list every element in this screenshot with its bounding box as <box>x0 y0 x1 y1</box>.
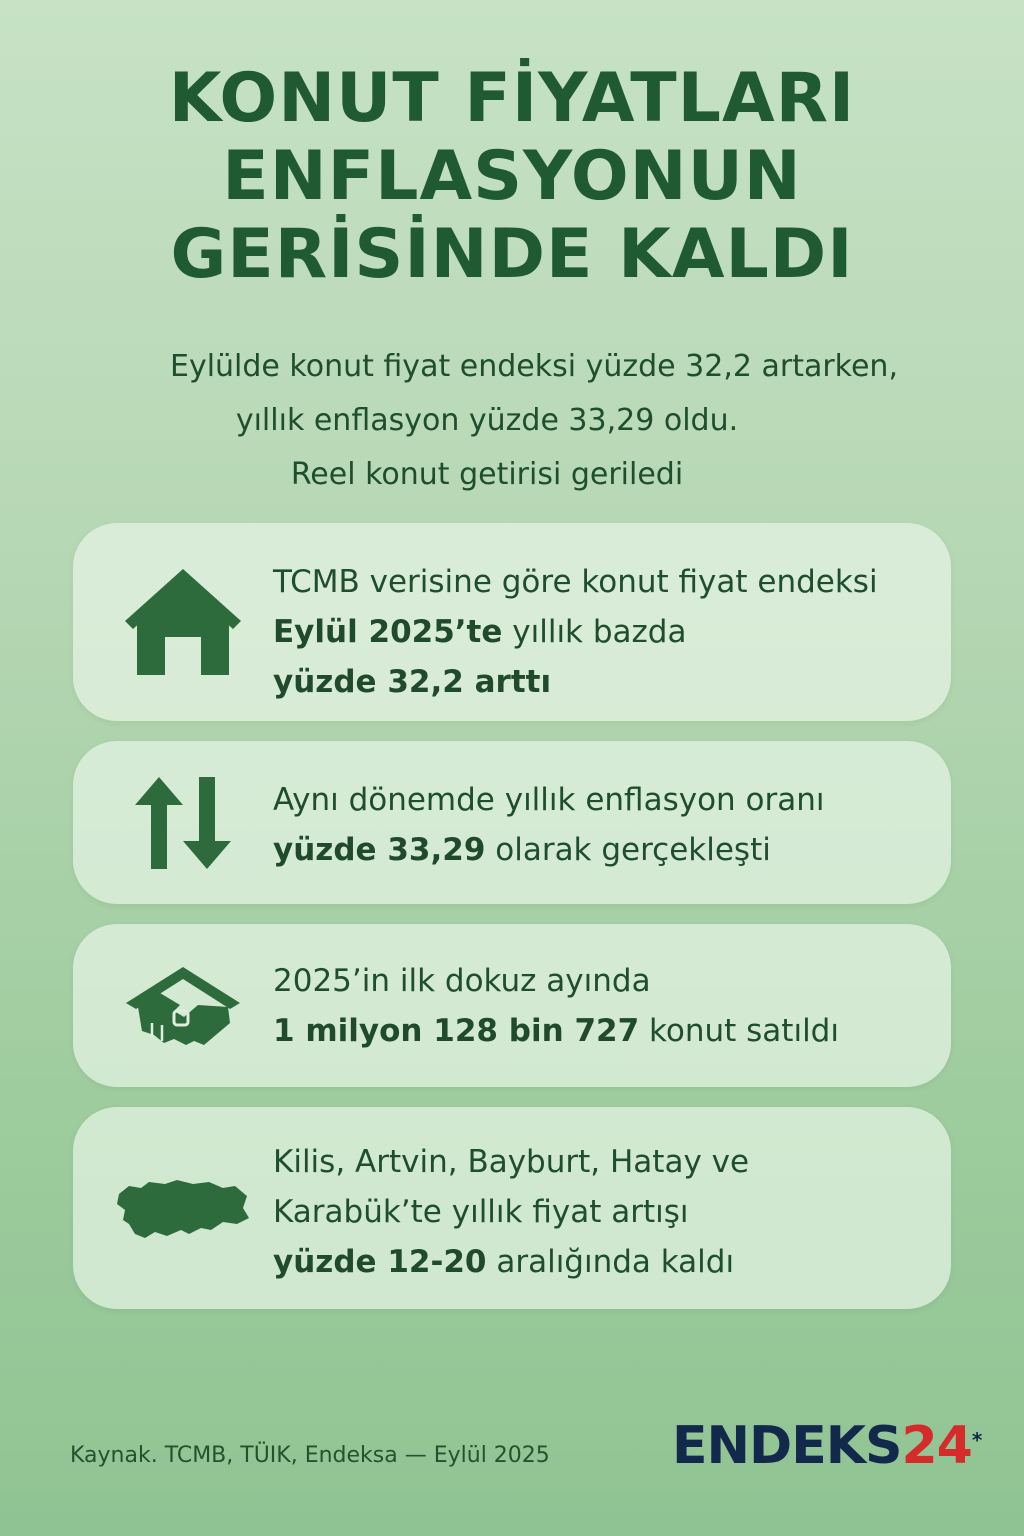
info-card-provinces <box>73 1107 951 1309</box>
card-line: Karabük’te yıllık fiyat artışı <box>273 1194 689 1230</box>
title-line-2: ENFLASYONUN <box>222 137 802 216</box>
up-down-arrows-icon <box>113 761 253 885</box>
info-card-inflation <box>73 741 951 904</box>
info-card-house-price <box>73 523 951 721</box>
card-text <box>273 956 931 1056</box>
title-line-3: GERİSİNDE KALDI <box>170 215 854 294</box>
card-line: 2025’in ilk dokuz ayında <box>273 963 651 999</box>
card-line: Kilis, Artvin, Bayburt, Hatay ve <box>273 1144 750 1180</box>
subtitle-line-3: Reel konut getirisi geriledi <box>290 457 684 492</box>
logo-text: ENDEKS <box>672 1416 902 1476</box>
card-text <box>273 557 931 707</box>
subtitle-line-1: Eylülde konut fiyat endeksi yüzde 32,2 artarken, <box>170 349 898 384</box>
card-line: TCMB verisine göre konut fiyat endeksi <box>273 564 878 600</box>
logo-star: * <box>971 1428 982 1452</box>
card-line: yüzde 33,29 olarak gerçekleşti <box>273 832 771 868</box>
card-text <box>273 775 931 875</box>
source-note: Kaynak. TCMB, TÜIK, Endeksa — Eylül 2025 <box>70 1443 550 1468</box>
turkey-map-icon <box>113 1147 253 1271</box>
card-text <box>273 1137 931 1287</box>
card-line: 1 milyon 128 bin 727 konut satıldı <box>273 1013 839 1049</box>
card-line: Eylül 2025’te yıllık bazda <box>273 614 687 650</box>
logo-number: 24 <box>901 1416 972 1476</box>
card-line: yüzde 32,2 arttı <box>273 664 552 700</box>
subtitle <box>0 340 1024 502</box>
title-line-1: KONUT FİYATLARI <box>168 59 856 138</box>
info-card-sales <box>73 924 951 1087</box>
page-title <box>0 60 1024 294</box>
subtitle-line-2: yıllık enflasyon yüzde 33,29 oldu. <box>235 403 739 438</box>
card-line: yüzde 12-20 aralığında kaldı <box>273 1244 735 1280</box>
endeks24-logo <box>672 1414 981 1478</box>
house-icon <box>113 553 253 693</box>
card-line: Aynı dönemde yıllık enflasyon oranı <box>273 782 825 818</box>
handshake-house-icon <box>113 944 253 1068</box>
